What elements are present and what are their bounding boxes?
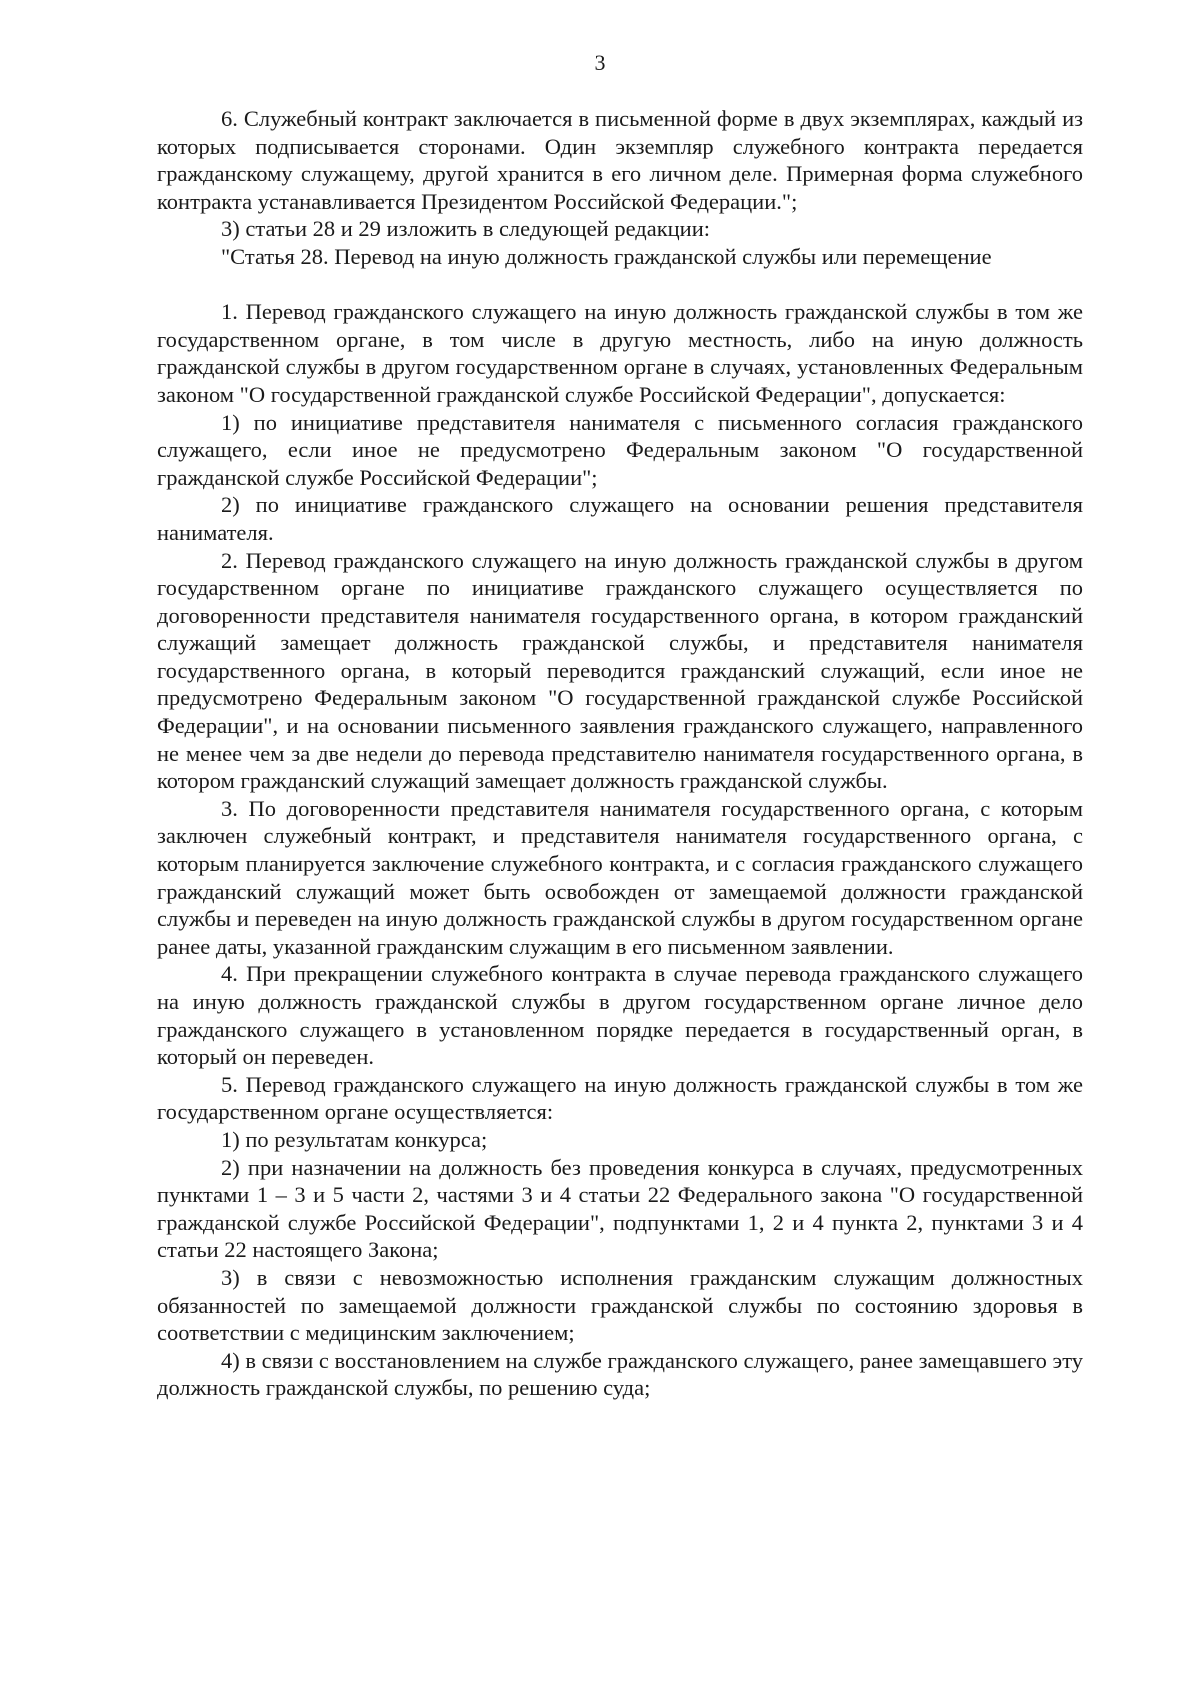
paragraph-transfer-5: 5. Перевод гражданского служащего на иную должность гражданской службы в том же государственном органе осуществляется: [157, 1071, 1083, 1125]
article-28-heading: "Статья 28. Перевод на иную должность гражданской службы или перемещение [221, 243, 992, 269]
paragraph-transfer-5-1: 1) по результатам конкурса; [221, 1126, 488, 1152]
document-body [157, 105, 1083, 1402]
paragraph-contract-form: 6. Служебный контракт заключается в письменной форме в двух экземплярах, каждый из которых подписывается сторонами. Один экземпляр служебного контракта передается гражданскому служащему, другой хранится в его личном деле. Примерная форма служебного контракта устанавливается Президентом Российской Федерации."; [157, 106, 1083, 214]
paragraph-transfer-5-2: 2) при назначении на должность без проведения конкурса в случаях, предусмотренных пунктами 1 – 3 и 5 части 2, частями 3 и 4 статьи 22 Федерального закона "О государственной гражданской службе Российской Федерации", подпунктами 1, 2 и 4 пункта 2, пунктами 3 и 4 статьи 22 настоящего Закона; [157, 1154, 1083, 1263]
paragraph-transfer-4: 4. При прекращении служебного контракта в случае перевода гражданского служащего на иную должность гражданской службы в другом государственном органе личное дело гражданского служащего в установленном порядке передается в государственный орган, в который он переведен. [157, 961, 1083, 1070]
paragraph-transfer-1-2: 2) по инициативе гражданского служащего на основании решения представителя нанимателя. [157, 492, 1083, 545]
paragraph-transfer-5-4: 4) в связи с восстановлением на службе гражданского служащего, ранее замещавшего эту должность гражданской службы, по решению суда; [157, 1347, 1083, 1401]
paragraph-transfer-1-1: 1) по инициативе представителя нанимателя с письменного согласия гражданского служащего, если иное не предусмотрено Федеральным законом "О государственной гражданской службе Российской Федерации"; [157, 409, 1083, 490]
paragraph-transfer-1: 1. Перевод гражданского служащего на иную должность гражданской службы в том же государственном органе, в том числе в другую местность, либо на иную должность гражданской службы в другом государственном органе в случаях, установленных Федеральным законом "О государственной гражданской службе Российской Федерации", допускается: [157, 299, 1083, 407]
paragraph-transfer-5-3: 3) в связи с невозможностью исполнения гражданским служащим должностных обязанностей по замещаемой должности гражданской службы по состоянию здоровья в соответствии с медицинским заключением; [157, 1264, 1083, 1346]
paragraph-amendment-intro: 3) статьи 28 и 29 изложить в следующей редакции: [221, 216, 711, 242]
paragraph-transfer-3: 3. По договоренности представителя нанимателя государственного органа, с которым заключен служебный контракт, и представителя нанимателя государственного органа, с которым планируется заключение служебного контракта, и с согласия гражданского служащего гражданский служащий может быть освобожден от замещаемой должности гражданской службы и переведен на иную должность гражданской службы в другом государственном органе ранее даты, указанной гражданским служащим в его письменном заявлении. [157, 795, 1083, 959]
page-number: 3 [594, 50, 606, 75]
paragraph-transfer-2: 2. Перевод гражданского служащего на иную должность гражданской службы в другом государственном органе по инициативе гражданского служащего осуществляется по договоренности представителя нанимателя государственного органа, в котором гражданский служащий замещает должность гражданской службы, и представителя нанимателя государственного органа, в который переводится гражданский служащий, если иное не предусмотрено Федеральным законом "О государственной гражданской службе Российской Федерации", и на основании письменного заявления гражданского служащего, направленного не менее чем за две недели до перевода представителю нанимателя государственного органа, в котором гражданский служащий замещает должность гражданской службы. [157, 547, 1083, 794]
